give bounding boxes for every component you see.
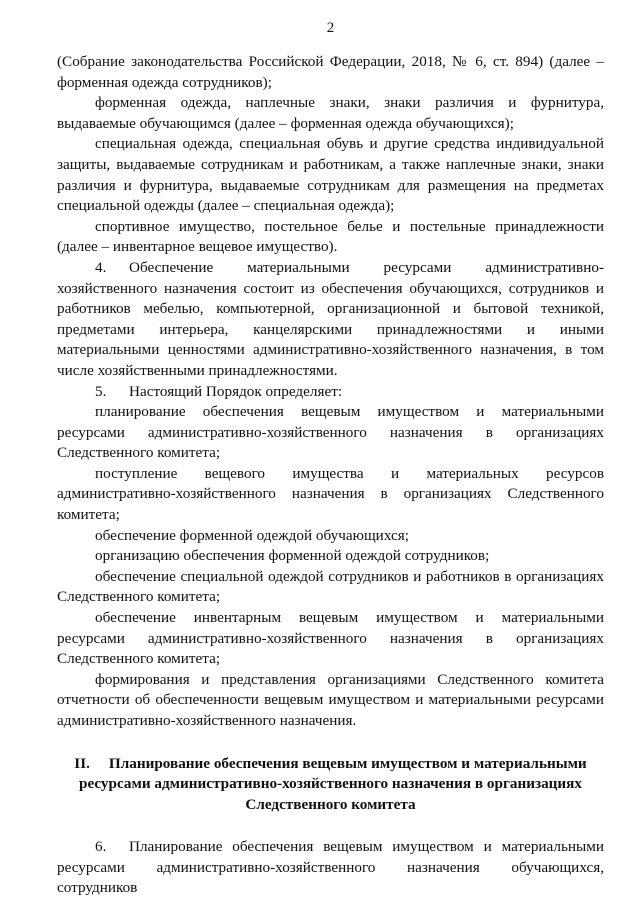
list-item: формирования и представления организациями Следственного комитета отчетности об обеспеченности вещевым имуществом и материальными ресурсами административно-хозяйственного назначения.	[57, 670, 604, 729]
paragraph-item-4	[57, 258, 604, 382]
item-6-number: 6.	[95, 838, 107, 856]
paragraph-item-5	[57, 382, 604, 403]
section-numeral: II.	[74, 754, 90, 772]
page-number: 2	[326, 20, 335, 36]
paragraph-uniform-students: форменная одежда, наплечные знаки, знаки различия и фурнитура, выдаваемые обучающимся (далее – форменная одежда обучающихся);	[57, 94, 604, 132]
list-item: организацию обеспечения форменной одеждой сотрудников;	[95, 547, 490, 565]
item-4-number: 4.	[95, 258, 107, 276]
section-heading	[61, 754, 600, 816]
item-6-text: Планирование обеспечения вещевым имуществом и материальными ресурсами административно-хозяйственного назначения обучающихся, сотрудников	[57, 838, 604, 897]
paragraph-uniform-employees: (Собрание законодательства Российской Федерации, 2018, № 6, ст. 894) (далее – форменная одежда сотрудников);	[57, 53, 604, 91]
item-4-text: Обеспечение материальными ресурсами административно-хозяйственного назначения состоит из обеспечения обучающихся, сотрудников и работников мебелью, компьютерной, организационной и бытовой техникой, предметами интерьера, канцелярскими принадлежностями и иными материальными ценностями административно-хозяйственного назначения, в том числе хозяйственными принадлежностями.	[57, 258, 604, 379]
paragraph-special-clothing: специальная одежда, специальная обувь и другие средства индивидуальной защиты, выдаваемые сотрудникам и работникам, а также наплечные знаки, знаки различия и фурнитура, выдаваемые сотрудникам для размещения на предметах специальной одежды (далее – специальная одежда);	[57, 135, 604, 215]
paragraph-inventory-property: спортивное имущество, постельное белье и постельные принадлежности (далее – инвентарное вещевое имущество).	[57, 217, 604, 256]
list-item: обеспечение форменной одеждой обучающихся;	[95, 526, 409, 544]
paragraph-item-6	[57, 837, 604, 899]
list-item: планирование обеспечения вещевым имуществом и материальными ресурсами административно-хозяйственного назначения в организациях Следственного комитета;	[57, 403, 604, 462]
section-title: Планирование обеспечения вещевым имуществом и материальными ресурсами административно-хозяйственного назначения в организациях Следственного комитета	[79, 754, 587, 813]
item-5-number: 5.	[95, 382, 107, 400]
list-item: обеспечение инвентарным вещевым имуществом и материальными ресурсами административно-хозяйственного назначения в организациях Следственного комитета;	[57, 609, 604, 668]
item-5-text: Настоящий Порядок определяет:	[129, 382, 343, 400]
list-item: поступление вещевого имущества и материальных ресурсов административно-хозяйственного назначения в организациях Следственного комитета;	[57, 464, 604, 524]
list-item: обеспечение специальной одеждой сотрудников и работников в организациях Следственного комитета;	[57, 567, 604, 606]
